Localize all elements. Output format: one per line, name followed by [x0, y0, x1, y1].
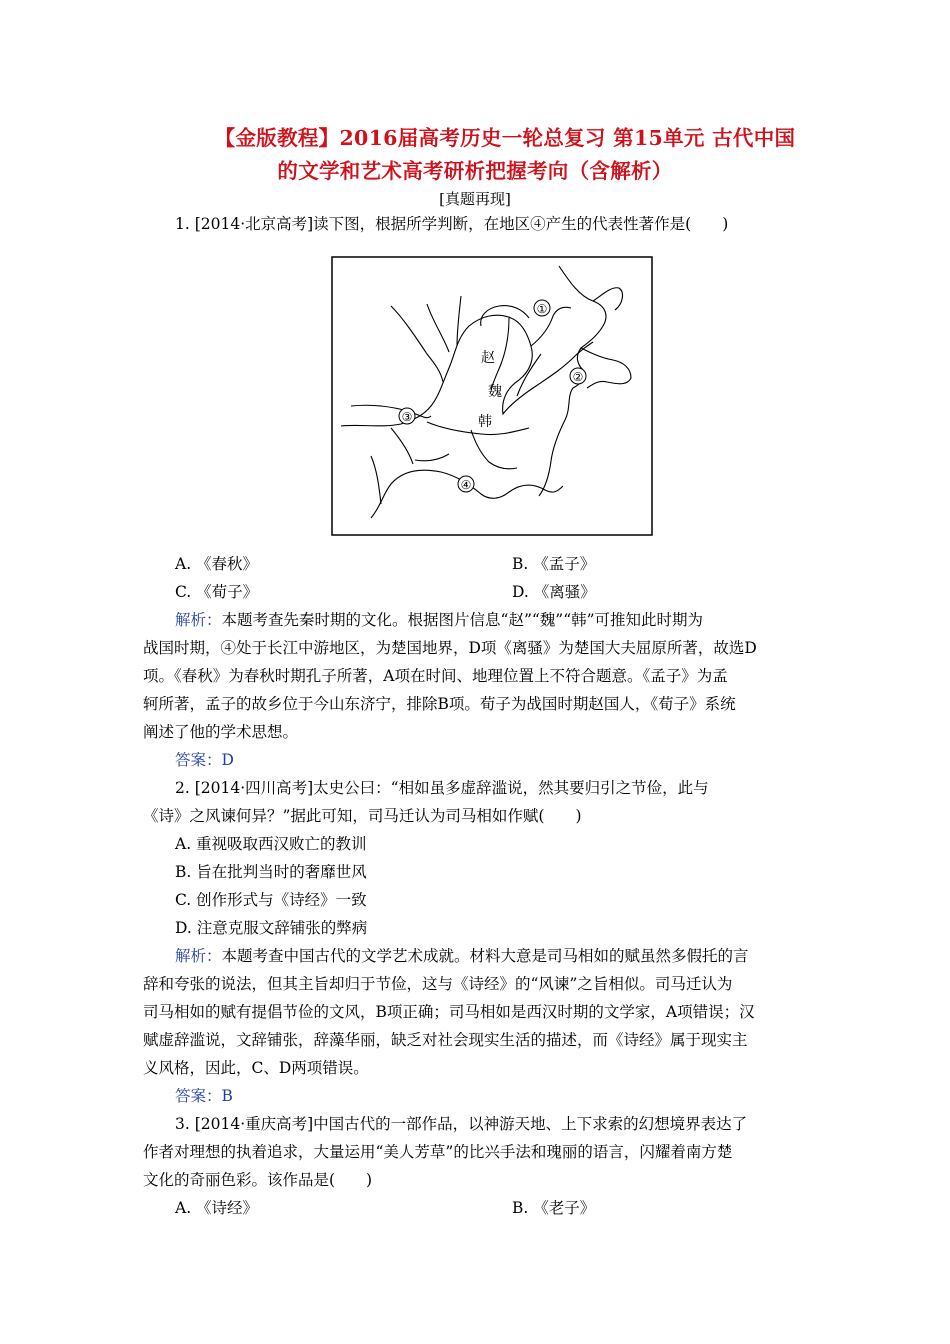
q1-stem: 1. [2014·北京高考]读下图，根据所学判断，在地区④产生的代表性著作是( ): [175, 215, 729, 233]
q3-option-a: A. 《诗经》: [175, 1199, 259, 1217]
q1-analysis-line4: 轲所著，孟子的故乡位于今山东济宁，排除B项。荀子为战国时期赵国人，《荀子》系统: [143, 695, 736, 713]
q3-option-b: B. 《老子》: [512, 1199, 596, 1217]
q3-stem-line1: 3. [2014·重庆高考]中国古代的一部作品，以神游天地、上下求索的幻想境界表达了: [175, 1115, 748, 1133]
q2-analysis-line1: 解析：本题考查中国古代的文学艺术成就。材料大意是司马相如的赋虽然多假托的言: [175, 947, 749, 965]
q2-stem-line2: 《诗》之风谏何异？”据此可知，司马迁认为司马相如作赋( ): [143, 807, 582, 825]
q1-analysis-label: 解析：: [175, 611, 222, 629]
q2-analysis-line5: 义风格，因此，C、D两项错误。: [143, 1059, 369, 1077]
q1-analysis-line1: 解析：本题考查先秦时期的文化。根据图片信息“赵”“魏”“韩”可推知此时期为: [175, 611, 704, 629]
q2-option-c: C. 创作形式与《诗经》一致: [175, 891, 367, 909]
warring-states-map: [331, 256, 653, 536]
q2-analysis-line4: 赋虚辞滥说，文辞铺张，辞藻华丽，缺乏对社会现实生活的描述，而《诗经》属于现实主: [143, 1031, 748, 1049]
q1-analysis-line5: 阐述了他的学术思想。: [143, 723, 299, 741]
q1-option-a: A. 《春秋》: [175, 555, 259, 573]
marker-1-label: ①: [536, 302, 548, 316]
marker-3-label: ③: [401, 410, 413, 424]
q2-option-d: D. 注意克服文辞铺张的弊病: [175, 919, 368, 937]
q2-answer: 答案：B: [175, 1087, 233, 1105]
state-zhao-label: 赵: [481, 350, 495, 366]
q3-stem-line2: 作者对理想的执着追求，大量运用“美人芳草”的比兴手法和瑰丽的语言，闪耀着南方楚: [143, 1143, 733, 1161]
marker-2-label: ②: [572, 370, 584, 384]
q2-analysis-line2: 辞和夸张的说法，但其主旨却归于节俭，这与《诗经》的“风谏”之旨相似。司马迁认为: [143, 975, 733, 993]
q1-option-c: C. 《荀子》: [175, 583, 259, 601]
marker-4-label: ④: [460, 478, 472, 492]
q1-option-d: D. 《离骚》: [512, 583, 596, 601]
state-han-label: 韩: [478, 414, 492, 430]
q1-option-b: B. 《孟子》: [512, 555, 596, 573]
doc-title-line1: 【金版教程】2016届高考历史一轮总复习 第15单元 古代中国: [214, 126, 796, 150]
q2-analysis-label: 解析：: [175, 947, 222, 965]
doc-title-line2: 的文学和艺术高考研析把握考向（含解析）: [277, 159, 673, 183]
q2-option-a: A. 重视吸取西汉败亡的教训: [175, 835, 367, 853]
q2-stem-line1: 2. [2014·四川高考]太史公曰：“相如虽多虚辞滥说，然其要归引之节俭，此与: [175, 779, 709, 797]
q2-analysis-line3: 司马相如的赋有提倡节俭的文风，B项正确；司马相如是西汉时期的文学家，A项错误；汉: [143, 1003, 755, 1021]
q3-stem-line3: 文化的奇丽色彩。该作品是( ): [143, 1171, 373, 1189]
q1-analysis-line2: 战国时期，④处于长江中游地区，为楚国地界，D项《离骚》为楚国大夫屈原所著，故选D: [143, 639, 757, 657]
q1-answer: 答案：D: [175, 751, 234, 769]
state-wei-label: 魏: [488, 384, 502, 400]
q2-option-b: B. 旨在批判当时的奢靡世风: [175, 863, 367, 881]
q1-analysis-line3: 项。《春秋》为春秋时期孔子所著，A项在时间、地理位置上不符合题意。《孟子》为孟: [143, 667, 728, 685]
section-label: [真题再现]: [439, 190, 511, 208]
